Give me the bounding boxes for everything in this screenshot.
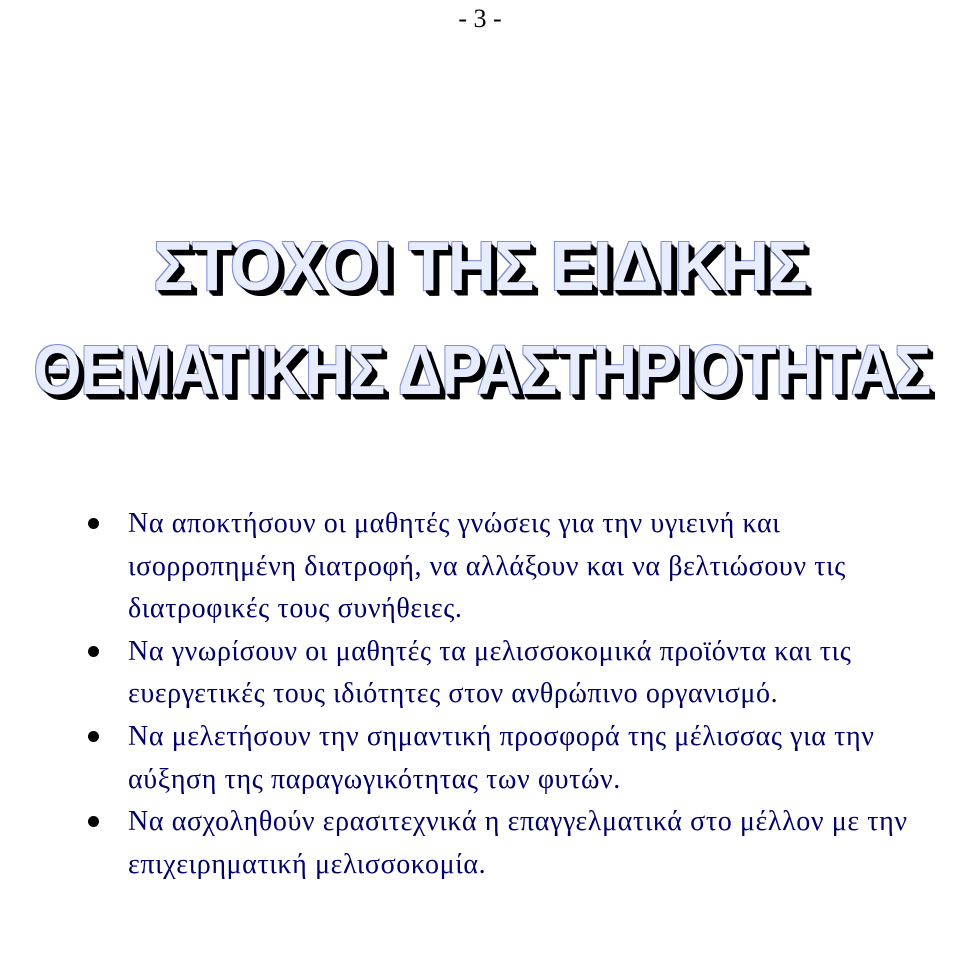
heading-line-2: ΘΕΜΑΤΙΚΗΣ ΔΡΑΣΤΗΡΙΟΤΗΤΑΣ (33, 331, 931, 409)
heading-line-1: ΣΤΟΧΟΙ ΤΗΣ ΕΙΔΙΚΗΣ (153, 227, 807, 305)
list-item (88, 631, 928, 716)
list-item (88, 503, 928, 631)
objectives-list (88, 503, 928, 886)
page-number: - 3 - (458, 4, 502, 33)
list-item-text: Να γνωρίσουν οι μαθητές τα μελισσοκομικά προϊόντα και τις ευεργετικές τους ιδιότητες στον ανθρώπινο οργανισμό. (128, 635, 852, 710)
list-item-text: Να ασχοληθούν ερασιτεχνικά η επαγγελματικά στο μέλλον με την επιχειρηματική μελισσοκομία. (128, 806, 908, 880)
bullet-icon (88, 518, 99, 529)
bullet-icon (88, 731, 99, 742)
bullet-icon (88, 816, 99, 827)
list-item (88, 716, 928, 801)
list-item (88, 801, 928, 886)
list-item-text: Να μελετήσουν την σημαντική προσφορά της μέλισσας για την αύξηση της παραγωγικότητας των φυτών. (128, 720, 875, 795)
bullet-icon (88, 646, 99, 657)
list-item-text: Να αποκτήσουν οι μαθητές γνώσεις για την υγιεινή και ισορροπημένη διατροφή, να αλλάξουν και να βελτιώσουν τις διατροφικές τους συνήθειες. (128, 508, 846, 625)
